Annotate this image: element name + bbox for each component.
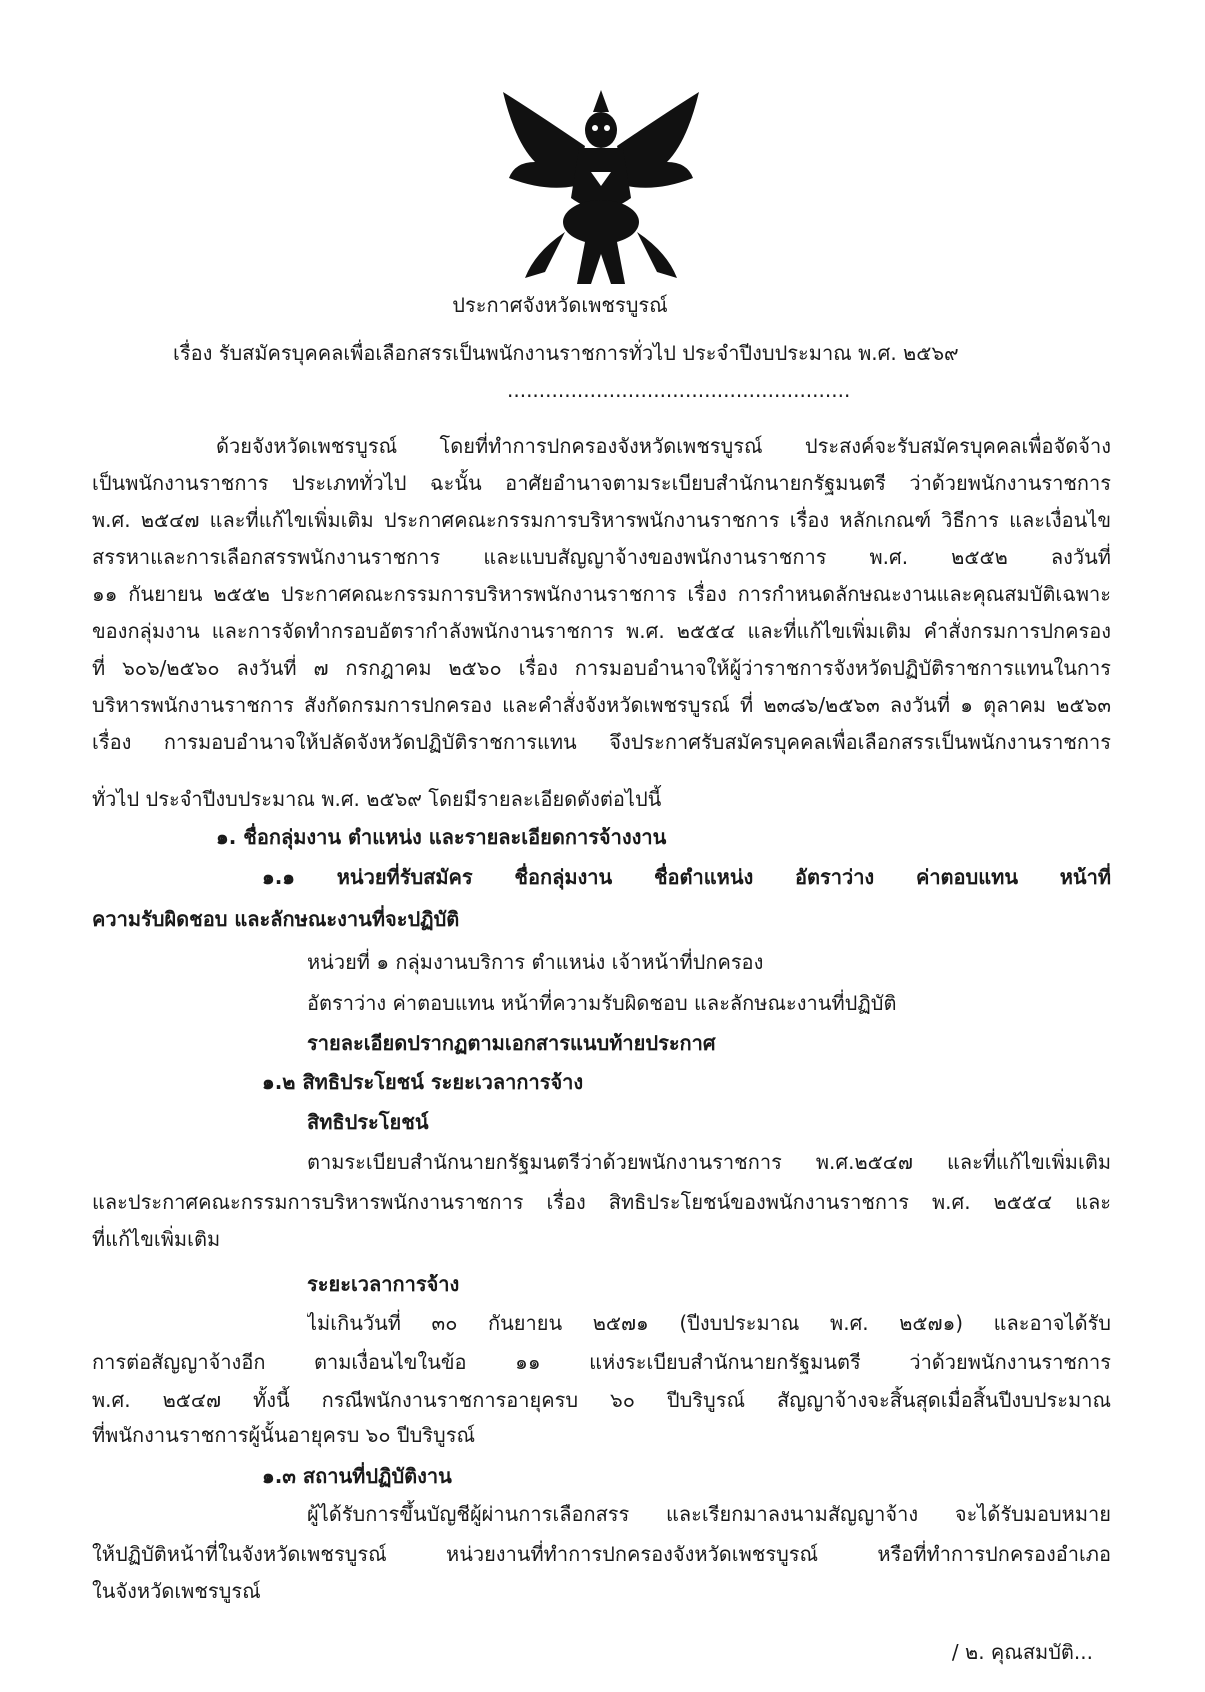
benefits-line: ตามระเบียบสำนักนายกรัฐมนตรีว่าด้วยพนักงานราชการ พ.ศ.๒๕๔๗ และที่แก้ไขเพิ่มเติม [307, 1150, 1111, 1174]
workplace-line: ในจังหวัดเพชรบูรณ์ [92, 1579, 261, 1603]
section-1-heading: ๑. ชื่อกลุ่มงาน ตำแหน่ง และรายละเอียดการจ้างงาน [216, 825, 667, 849]
benefits-line: ที่แก้ไขเพิ่มเติม [92, 1227, 221, 1251]
term-heading: ระยะเวลาการจ้าง [307, 1272, 460, 1296]
garuda-emblem-icon [495, 82, 707, 292]
intro-line: พ.ศ. ๒๕๔๗ และที่แก้ไขเพิ่มเติม ประกาศคณะกรรมการบริหารพนักงานราชการ เรื่อง หลักเกณฑ์ วิธีการ และเงื่อนไข [92, 508, 1111, 532]
section-1-1-heading: ๑.๑ หน่วยที่รับสมัคร ชื่อกลุ่มงาน ชื่อตำแหน่ง อัตราว่าง ค่าตอบแทน หน้าที่ [262, 865, 1111, 889]
unit-line: หน่วยที่ ๑ กลุ่มงานบริการ ตำแหน่ง เจ้าหน้าที่ปกครอง [307, 950, 764, 974]
intro-line: ทั่วไป ประจำปีงบประมาณ พ.ศ. ๒๕๖๙ โดยมีรายละเอียดดังต่อไปนี้ [92, 787, 662, 811]
unit-detail: อัตราว่าง ค่าตอบแทน หน้าที่ความรับผิดชอบ และลักษณะงานที่ปฏิบัติ [307, 991, 897, 1015]
term-line: พ.ศ. ๒๕๔๗ ทั้งนี้ กรณีพนักงานราชการอายุครบ ๖๐ ปีบริบูรณ์ สัญญาจ้างจะสิ้นสุดเมื่อสิ้นปีงบประมาณ [92, 1388, 1111, 1412]
benefits-heading: สิทธิประโยชน์ [307, 1110, 429, 1134]
term-line: ไม่เกินวันที่ ๓๐ กันยายน ๒๕๗๑ (ปีงบประมาณ พ.ศ. ๒๕๗๑) และอาจได้รับ [307, 1311, 1111, 1335]
benefits-line: และประกาศคณะกรรมการบริหารพนักงานราชการ เรื่อง สิทธิประโยชน์ของพนักงานราชการ พ.ศ. ๒๕๕๔ และ [92, 1190, 1111, 1214]
announcement-subject: เรื่อง รับสมัครบุคคลเพื่อเลือกสรรเป็นพนักงานราชการทั่วไป ประจำปีงบประมาณ พ.ศ. ๒๕๖๙ [173, 341, 959, 365]
term-line: ที่พนักงานราชการผู้นั้นอายุครบ ๖๐ ปีบริบูรณ์ [92, 1423, 476, 1447]
section-1-2-heading: ๑.๒ สิทธิประโยชน์ ระยะเวลาการจ้าง [262, 1070, 584, 1094]
intro-line: ๑๑ กันยายน ๒๕๕๒ ประกาศคณะกรรมการบริหารพนักงานราชการ เรื่อง การกำหนดลักษณะงานและคุณสมบัติเฉพาะ [92, 582, 1111, 606]
continued-marker: / ๒. คุณสมบัติ... [951, 1640, 1093, 1664]
intro-line: ของกลุ่มงาน และการจัดทำกรอบอัตรากำลังพนักงานราชการ พ.ศ. ๒๕๕๔ และที่แก้ไขเพิ่มเติม คำสั่งกรมการปกครอง [92, 619, 1111, 643]
attachment-reference: รายละเอียดปรากฏตามเอกสารแนบท้ายประกาศ [307, 1031, 716, 1055]
workplace-line: ผู้ได้รับการขึ้นบัญชีผู้ผ่านการเลือกสรร และเรียกมาลงนามสัญญาจ้าง จะได้รับมอบหมาย [307, 1502, 1111, 1526]
intro-line: เป็นพนักงานราชการ ประเภททั่วไป ฉะนั้น อาศัยอำนาจตามระเบียบสำนักนายกรัฐมนตรี ว่าด้วยพนักงานราชการ [92, 471, 1111, 495]
workplace-line: ให้ปฏิบัติหน้าที่ในจังหวัดเพชรบูรณ์ หน่วยงานที่ทำการปกครองจังหวัดเพชรบูรณ์ หรือที่ทำการปกครองอำเภอ [92, 1542, 1111, 1566]
section-1-1-heading-cont: ความรับผิดชอบ และลักษณะงานที่จะปฏิบัติ [92, 907, 460, 931]
separator-dots: ...................................................... [507, 378, 851, 402]
intro-line: บริหารพนักงานราชการ สังกัดกรมการปกครอง และคำสั่งจังหวัดเพชรบูรณ์ ที่ ๒๓๘๖/๒๕๖๓ ลงวันที่ ๑ ตุลาคม ๒๕๖๓ [92, 693, 1111, 717]
intro-line: สรรหาและการเลือกสรรพนักงานราชการ และแบบสัญญาจ้างของพนักงานราชการ พ.ศ. ๒๕๕๒ ลงวันที่ [92, 545, 1111, 569]
announcement-title: ประกาศจังหวัดเพชรบูรณ์ [452, 293, 668, 317]
intro-line: ด้วยจังหวัดเพชรบูรณ์ โดยที่ทำการปกครองจังหวัดเพชรบูรณ์ ประสงค์จะรับสมัครบุคคลเพื่อจัดจ้าง [216, 434, 1111, 458]
intro-line: ที่ ๖๐๖/๒๕๖๐ ลงวันที่ ๗ กรกฎาคม ๒๕๖๐ เรื่อง การมอบอำนาจให้ผู้ว่าราชการจังหวัดปฏิบัติราชการแทนในการ [92, 656, 1111, 680]
intro-line: เรื่อง การมอบอำนาจให้ปลัดจังหวัดปฏิบัติราชการแทน จึงประกาศรับสมัครบุคคลเพื่อเลือกสรรเป็นพนักงานราชการ [92, 730, 1111, 754]
term-line: การต่อสัญญาจ้างอีก ตามเงื่อนไขในข้อ ๑๑ แห่งระเบียบสำนักนายกรัฐมนตรี ว่าด้วยพนักงานราชการ [92, 1350, 1111, 1374]
section-1-3-heading: ๑.๓ สถานที่ปฏิบัติงาน [262, 1464, 452, 1488]
